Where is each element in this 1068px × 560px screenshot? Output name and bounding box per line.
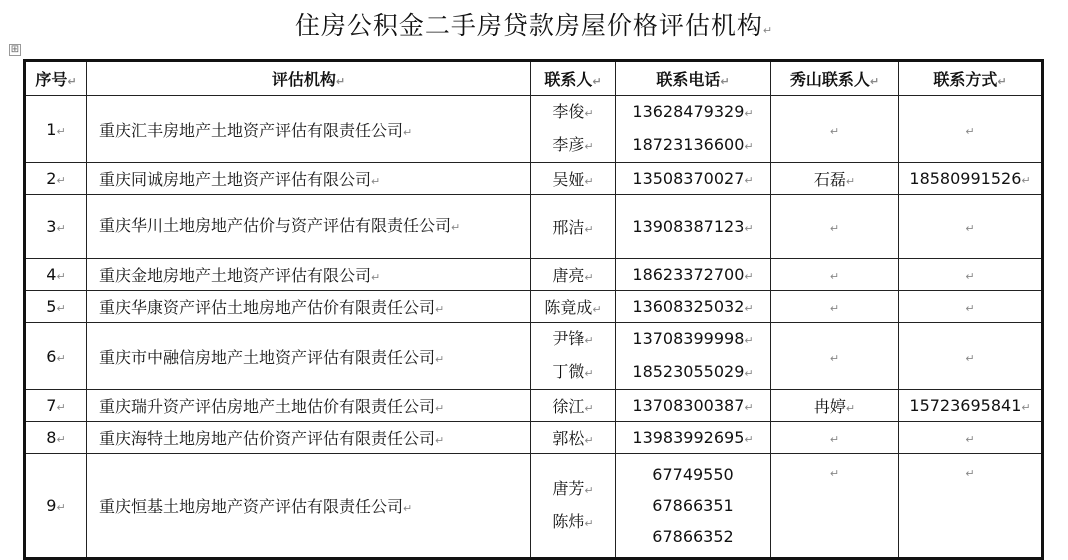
header-row: [25, 61, 1043, 96]
org-name: 重庆同诚房地产土地资产评估有限公司↵: [87, 163, 531, 195]
contact-person: 郭松↵: [531, 422, 616, 454]
xs-contact: ↵: [771, 323, 899, 390]
contact-phone: 18623372700↵: [616, 259, 771, 291]
xs-phone: ↵: [899, 323, 1043, 390]
xs-phone: 15723695841↵: [899, 390, 1043, 422]
header-xs-phone: 联系方式↵: [899, 61, 1043, 96]
table-row: [25, 259, 1043, 291]
xs-phone: ↵: [899, 96, 1043, 163]
contact-person: 唐亮↵: [531, 259, 616, 291]
row-no: 8↵: [25, 422, 87, 454]
table-move-handle-icon[interactable]: ⊞: [10, 44, 20, 55]
contact-phone: 67749550 67866351 67866352: [616, 454, 771, 559]
org-name: 重庆市中融信房地产土地资产评估有限责任公司↵: [87, 323, 531, 390]
contact-phone: 13628479329↵ 18723136600↵: [616, 96, 771, 163]
xs-contact: 冉婷↵: [771, 390, 899, 422]
org-name: 重庆金地房地产土地资产评估有限公司↵: [87, 259, 531, 291]
xs-phone: ↵: [899, 291, 1043, 323]
row-no: 9↵: [25, 454, 87, 559]
table-row: [25, 163, 1043, 195]
contact-person: 徐江↵: [531, 390, 616, 422]
contact-phone: 13708300387↵: [616, 390, 771, 422]
header-no: 序号↵: [25, 61, 87, 96]
header-org: 评估机构↵: [87, 61, 531, 96]
row-no: 3↵: [25, 195, 87, 259]
contact-phone: 13608325032↵: [616, 291, 771, 323]
table-row: [25, 390, 1043, 422]
row-no: 1↵: [25, 96, 87, 163]
table-row: [25, 323, 1043, 390]
table-row: [25, 195, 1043, 259]
contact-phone: 13908387123↵: [616, 195, 771, 259]
xs-contact: ↵: [771, 422, 899, 454]
row-no: 4↵: [25, 259, 87, 291]
org-name: 重庆华康资产评估土地房地产估价有限责任公司↵: [87, 291, 531, 323]
org-name: 重庆瑞升资产评估房地产土地估价有限责任公司↵: [87, 390, 531, 422]
row-no: 5↵: [25, 291, 87, 323]
xs-phone: ↵: [899, 422, 1043, 454]
contact-person: 陈竟成↵: [531, 291, 616, 323]
xs-contact: ↵: [771, 454, 899, 559]
header-xs-contact: 秀山联系人↵: [771, 61, 899, 96]
xs-contact: ↵: [771, 96, 899, 163]
table-row: [25, 454, 1043, 559]
contact-person: 唐芳↵ 陈炜↵: [531, 454, 616, 559]
contact-person: 尹锋↵ 丁微↵: [531, 323, 616, 390]
page-title: [0, 6, 1068, 42]
row-no: 6↵: [25, 323, 87, 390]
table-row: [25, 422, 1043, 454]
contact-phone: 13708399998↵ 18523055029↵: [616, 323, 771, 390]
org-name: 重庆华川土地房地产估价与资产评估有限责任公司↵: [87, 195, 531, 259]
paragraph-mark: ↵: [762, 24, 774, 37]
row-no: 7↵: [25, 390, 87, 422]
contact-person: 李俊↵ 李彦↵: [531, 96, 616, 163]
contact-person: 邢洁↵: [531, 195, 616, 259]
org-name: 重庆恒基土地房地产资产评估有限责任公司↵: [87, 454, 531, 559]
xs-phone: ↵: [899, 454, 1043, 559]
contact-person: 吴娅↵: [531, 163, 616, 195]
org-name: 重庆海特土地房地产估价资产评估有限责任公司↵: [87, 422, 531, 454]
xs-phone: ↵: [899, 259, 1043, 291]
header-contact: 联系人↵: [531, 61, 616, 96]
xs-contact: ↵: [771, 195, 899, 259]
title-text: 住房公积金二手房贷款房屋价格评估机构: [294, 11, 763, 40]
xs-contact: ↵: [771, 259, 899, 291]
row-no: 2↵: [25, 163, 87, 195]
appraisal-table: [23, 59, 1044, 560]
contact-phone: 13983992695↵: [616, 422, 771, 454]
xs-contact: ↵: [771, 291, 899, 323]
xs-contact: 石磊↵: [771, 163, 899, 195]
table-row: [25, 291, 1043, 323]
header-phone: 联系电话↵: [616, 61, 771, 96]
xs-phone: 18580991526↵: [899, 163, 1043, 195]
xs-phone: ↵: [899, 195, 1043, 259]
org-name: 重庆汇丰房地产土地资产评估有限责任公司↵: [87, 96, 531, 163]
table-row: [25, 96, 1043, 163]
contact-phone: 13508370027↵: [616, 163, 771, 195]
